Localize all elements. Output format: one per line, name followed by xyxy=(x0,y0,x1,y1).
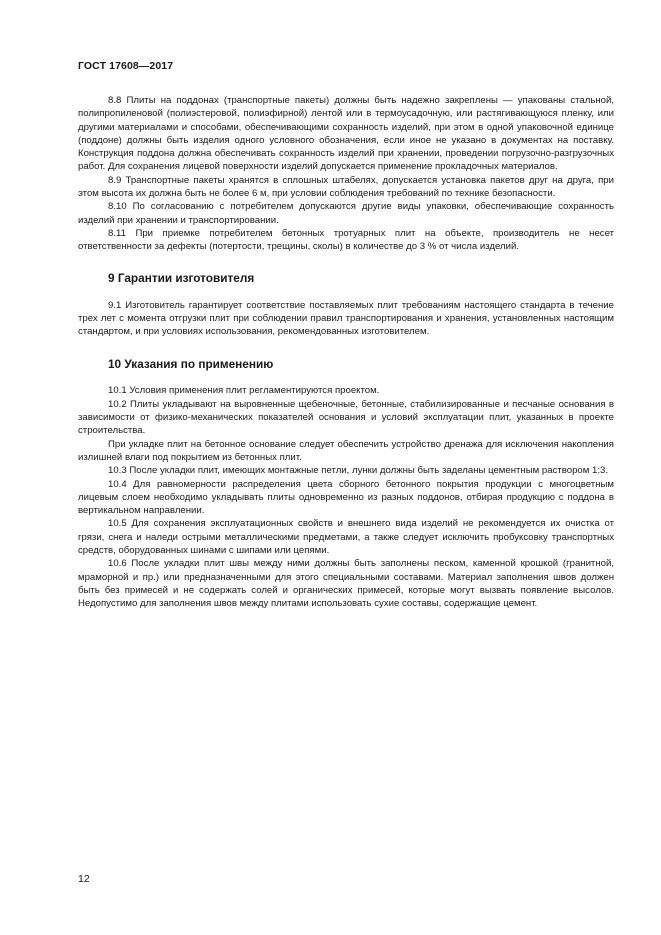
paragraph-8-9: 8.9 Транспортные пакеты хранятся в сплошных штабелях, допускается установка пакетов друг на друга, при этом высота их должна быть не более 6 м, при условии соблюдения требований по технике безопасности. xyxy=(78,174,614,200)
document-body xyxy=(78,94,614,611)
paragraph-10-1: 10.1 Условия применения плит регламентируются проектом. xyxy=(108,385,380,397)
paragraph-8-10: 8.10 По согласованию с потребителем допускаются другие виды упаковки, обеспечивающие сохранность изделий при хранении и транспортировании. xyxy=(78,201,614,226)
paragraph-10-6: 10.6 После укладки плит швы между ними должны быть заполнены песком, каменной крошкой (гранитной, мраморной и пр.) или предназначенными для этого специальными составами. Материал заполнения швов должен быть без примесей и не содержать солей и органических примесей, которые могут вызвать появление высолов. Недопустимо для заполнения швов между плитами использовать сухие составы, содержащие цемент. xyxy=(78,558,614,610)
paragraph-8-8: 8.8 Плиты на поддонах (транспортные пакеты) должны быть надежно закреплены — упакованы стальной, полипропиленовой (полиэстеровой, полиэфирной) лентой или в термоусадочную, или растягивающуюся пленку, или другими материалами и способами, обеспечивающими сохранность изделий, при этом в одной упаковочной единице (поддоне) должны быть изделия одного условного обозначения, если иное не указано в документах на поставку. Конструкция поддона должна обеспечивать сохранность изделий при хранении, проведении погрузочно-разгрузочных работ. Для сохранения лицевой поверхности изделий допускается применение прокладочных материалов. xyxy=(78,95,614,173)
standard-header: ГОСТ 17608—2017 xyxy=(78,60,174,72)
paragraph-10-5: 10.5 Для сохранения эксплуатационных свойств и внешнего вида изделий не рекомендуется их очистка от грязи, снега и наледи острыми металлическими предметами, а также следует исключить пробуксовку транспортных средств, оборудованных шинами с шипами или цепями. xyxy=(78,518,614,557)
paragraph-9-1: 9.1 Изготовитель гарантирует соответствие поставляемых плит требованиям настоящего стандарта в течение трех лет с момента отгрузки плит при соблюдении правил транспортирования и хранения, установленных настоящим стандартом, и при условиях использования, рекомендованных изготовителем. xyxy=(78,299,614,338)
paragraph-8-11: 8.11 При приемке потребителем бетонных тротуарных плит на объекте, производитель не несет ответственности за дефекты (потертости, трещины, сколы) в количестве до 3 % от числа изделий. xyxy=(78,227,614,253)
paragraph-10-2: 10.2 Плиты укладывают на выровненные щебеночные, бетонные, стабилизированные и песчаные основания в зависимости от физико-механических показателей основания и условий эксплуатации плит, указанных в проекте строительства. xyxy=(78,398,614,437)
paragraph-10-2-drainage: При укладке плит на бетонное основание следует обеспечить устройство дренажа для исключения накопления излишней влаги под покрытием из бетонных плит. xyxy=(78,438,614,463)
section-9-title: 9 Гарантии изготовителя xyxy=(108,270,255,285)
section-10-title: 10 Указания по применению xyxy=(108,357,274,372)
page-number: 12 xyxy=(78,873,90,885)
paragraph-10-4: 10.4 Для равномерности распределения цвета сборного бетонного покрытия продукции с многоцветным лицевым слоем необходимо укладывать плиты одновременно из разных поддонов, отбирая продукцию с поддона в вертикальном направлении. xyxy=(78,478,614,517)
paragraph-10-3: 10.3 После укладки плит, имеющих монтажные петли, лунки должны быть заделаны цементным раствором 1:3. xyxy=(108,465,609,477)
